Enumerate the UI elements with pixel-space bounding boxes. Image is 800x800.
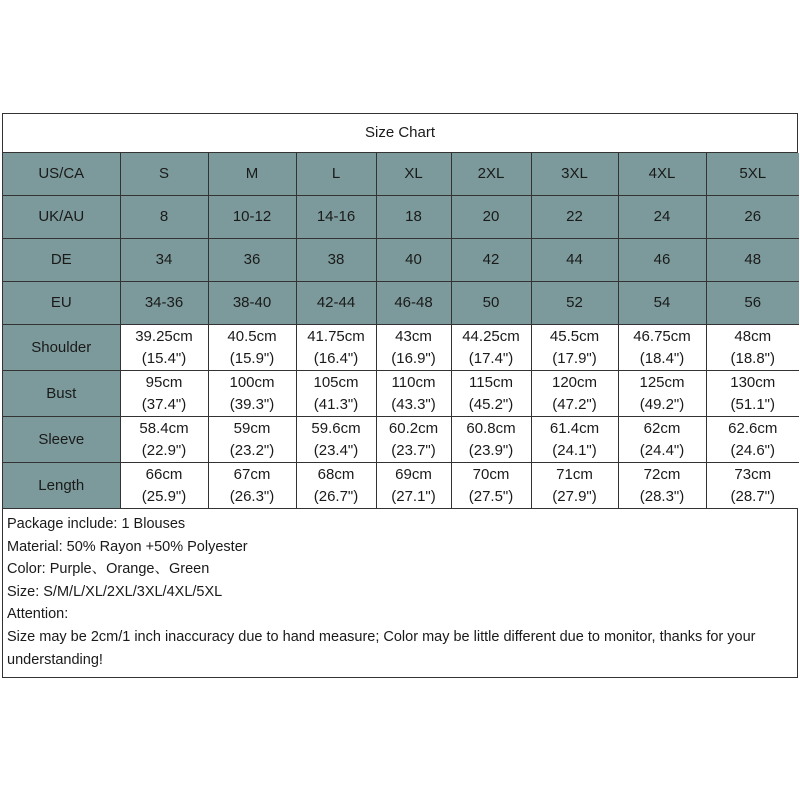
attention-note: Attention: [7, 606, 69, 623]
inch-value: (28.3") [639, 487, 685, 505]
inch-value: (24.4") [639, 441, 685, 459]
size-cell: XL [376, 153, 451, 196]
size-cell: 18 [376, 196, 451, 239]
size-row [3, 153, 799, 196]
measurement-cell [618, 463, 706, 509]
size-cell: 50 [451, 282, 531, 325]
inch-value: (22.9") [141, 441, 187, 459]
cm-value: 72cm [643, 465, 681, 483]
measurement-cell [208, 417, 296, 463]
size-cell: 48 [706, 239, 799, 282]
inch-value: (25.9") [141, 487, 187, 505]
size-table [3, 153, 799, 508]
measurement-row [3, 371, 799, 417]
measurement-cell [120, 371, 208, 417]
size-cell: 56 [706, 282, 799, 325]
cm-value: 59cm [233, 419, 271, 437]
inch-value: (27.1") [391, 487, 436, 505]
inch-value: (24.6") [730, 441, 775, 459]
inch-value: (15.4") [141, 349, 187, 367]
material-note: Material: 50% Rayon +50% Polyester [7, 538, 248, 555]
inch-value: (27.9") [552, 487, 597, 505]
row-label: Sleeve [3, 417, 120, 463]
size-cell: 38-40 [208, 282, 296, 325]
inch-value: (16.9") [391, 349, 436, 367]
size-cell: 4XL [618, 153, 706, 196]
size-cell: 5XL [706, 153, 799, 196]
inch-value: (23.4") [313, 441, 359, 459]
inch-value: (23.9") [468, 441, 514, 459]
inch-value: (43.3") [391, 395, 436, 413]
size-cell: 24 [618, 196, 706, 239]
size-cell: 36 [208, 239, 296, 282]
cm-value: 62cm [643, 419, 681, 437]
cm-value: 59.6cm [311, 419, 361, 437]
size-cell: 34-36 [120, 282, 208, 325]
cm-value: 100cm [229, 373, 275, 391]
measurement-cell [531, 325, 618, 371]
size-row [3, 282, 799, 325]
disclaimer-note: Size may be 2cm/1 inch inaccuracy due to hand measure; Color may be little different due to monitor, thanks for your understanding! [7, 628, 756, 668]
cm-value: 68cm [317, 465, 355, 483]
cm-value: 62.6cm [728, 419, 778, 437]
cm-value: 41.75cm [307, 327, 365, 345]
size-note: Size: S/M/L/XL/2XL/3XL/4XL/5XL [7, 583, 223, 600]
measurement-row [3, 325, 799, 371]
inch-value: (39.3") [229, 395, 275, 413]
size-cell: 54 [618, 282, 706, 325]
size-table-body [3, 153, 799, 508]
cm-value: 105cm [313, 373, 359, 391]
product-notes [3, 508, 797, 677]
inch-value: (15.9") [229, 349, 275, 367]
package-note: Package include: 1 Blouses [7, 516, 186, 532]
size-cell: 42-44 [296, 282, 376, 325]
chart-title: Size Chart [3, 114, 797, 153]
inch-value: (27.5") [468, 487, 514, 505]
cm-value: 61.4cm [549, 419, 600, 437]
measurement-cell [706, 417, 799, 463]
cm-value: 130cm [730, 373, 776, 391]
size-cell: 2XL [451, 153, 531, 196]
measurement-cell [531, 417, 618, 463]
measurement-cell [376, 371, 451, 417]
measurement-cell [296, 417, 376, 463]
cm-value: 39.25cm [135, 327, 193, 345]
inch-value: (18.8") [730, 349, 775, 367]
inch-value: (47.2") [552, 395, 597, 413]
inch-value: (18.4") [639, 349, 685, 367]
cm-value: 120cm [551, 373, 598, 391]
measurement-cell [451, 325, 531, 371]
measurement-cell [376, 325, 451, 371]
cm-value: 70cm [472, 465, 510, 483]
measurement-cell [296, 371, 376, 417]
measurement-cell [376, 417, 451, 463]
measurement-cell [531, 463, 618, 509]
cm-value: 60.8cm [466, 419, 516, 437]
measurement-cell [120, 417, 208, 463]
cm-value: 58.4cm [139, 419, 189, 437]
measurement-cell [120, 325, 208, 371]
measurement-cell [296, 325, 376, 371]
cm-value: 60.2cm [388, 419, 439, 437]
size-cell: 10-12 [208, 196, 296, 239]
cm-value: 110cm [391, 373, 436, 391]
measurement-cell [120, 463, 208, 509]
measurement-cell [208, 325, 296, 371]
cm-value: 115cm [469, 373, 513, 391]
cm-value: 43cm [395, 327, 432, 345]
measurement-cell [618, 371, 706, 417]
row-label: UK/AU [3, 196, 120, 239]
size-cell: 46 [618, 239, 706, 282]
row-label: Shoulder [3, 325, 120, 371]
row-label: DE [3, 239, 120, 282]
measurement-cell [706, 463, 799, 509]
cm-value: 44.25cm [462, 327, 520, 345]
size-cell: 22 [531, 196, 618, 239]
size-cell: L [296, 153, 376, 196]
measurement-row [3, 463, 799, 509]
row-label: EU [3, 282, 120, 325]
measurement-cell [618, 325, 706, 371]
measurement-cell [451, 417, 531, 463]
cm-value: 66cm [145, 465, 183, 483]
size-cell: 46-48 [376, 282, 451, 325]
inch-value: (41.3") [313, 395, 359, 413]
inch-value: (16.4") [313, 349, 359, 367]
size-cell: 34 [120, 239, 208, 282]
cm-value: 67cm [233, 465, 271, 483]
measurement-row [3, 417, 799, 463]
size-cell: 38 [296, 239, 376, 282]
inch-value: (37.4") [141, 395, 187, 413]
measurement-cell [451, 463, 531, 509]
size-cell: 8 [120, 196, 208, 239]
measurement-cell [208, 371, 296, 417]
size-row [3, 239, 799, 282]
size-cell: 3XL [531, 153, 618, 196]
measurement-cell [531, 371, 618, 417]
color-note: Color: Purple、Orange、Green [7, 561, 210, 578]
size-cell: M [208, 153, 296, 196]
row-label: Length [3, 463, 120, 509]
size-row [3, 196, 799, 239]
cm-value: 45.5cm [549, 327, 600, 345]
inch-value: (26.7") [313, 487, 359, 505]
size-cell: 44 [531, 239, 618, 282]
inch-value: (51.1") [730, 395, 775, 413]
cm-value: 48cm [734, 327, 772, 345]
size-cell: 42 [451, 239, 531, 282]
row-label: US/CA [3, 153, 120, 196]
inch-value: (49.2") [639, 395, 685, 413]
size-cell: S [120, 153, 208, 196]
inch-value: (28.7") [730, 487, 775, 505]
measurement-cell [376, 463, 451, 509]
inch-value: (45.2") [468, 395, 514, 413]
cm-value: 69cm [395, 465, 432, 483]
measurement-cell [706, 371, 799, 417]
row-label: Bust [3, 371, 120, 417]
size-cell: 52 [531, 282, 618, 325]
cm-value: 73cm [734, 465, 772, 483]
size-cell: 20 [451, 196, 531, 239]
cm-value: 71cm [556, 465, 593, 483]
size-cell: 14-16 [296, 196, 376, 239]
measurement-cell [451, 371, 531, 417]
size-chart [2, 113, 798, 678]
cm-value: 95cm [145, 373, 183, 391]
cm-value: 40.5cm [227, 327, 277, 345]
size-cell: 26 [706, 196, 799, 239]
inch-value: (23.7") [391, 441, 436, 459]
measurement-cell [618, 417, 706, 463]
measurement-cell [706, 325, 799, 371]
inch-value: (17.9") [552, 349, 597, 367]
inch-value: (23.2") [229, 441, 275, 459]
inch-value: (26.3") [229, 487, 275, 505]
size-cell: 40 [376, 239, 451, 282]
inch-value: (17.4") [468, 349, 514, 367]
inch-value: (24.1") [552, 441, 597, 459]
cm-value: 46.75cm [633, 327, 691, 345]
cm-value: 125cm [639, 373, 685, 391]
measurement-cell [208, 463, 296, 509]
measurement-cell [296, 463, 376, 509]
